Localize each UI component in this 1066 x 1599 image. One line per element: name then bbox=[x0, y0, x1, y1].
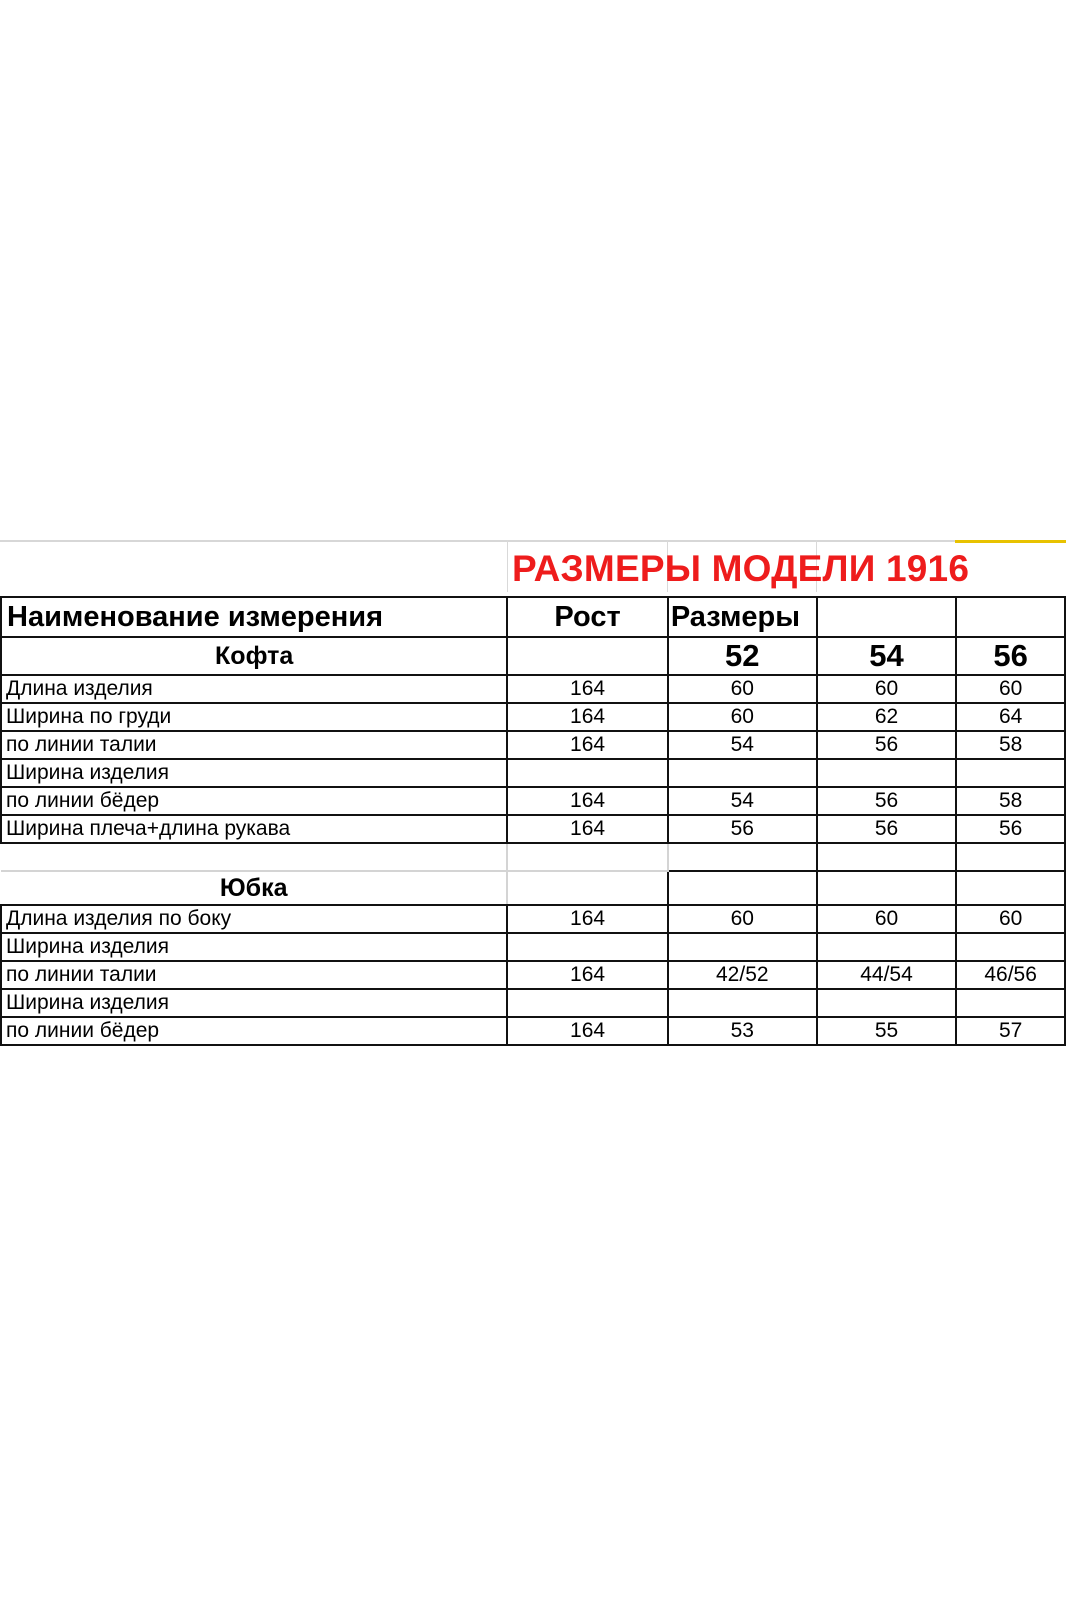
measure-label: по линии талии bbox=[1, 961, 507, 989]
value-cell: 64 bbox=[956, 703, 1065, 731]
value-cell: 60 bbox=[668, 905, 817, 933]
section-empty-cell bbox=[668, 871, 817, 905]
size-header: 52 bbox=[668, 637, 817, 675]
value-cell bbox=[956, 759, 1065, 787]
table-row bbox=[1, 989, 1065, 1017]
spreadsheet-gridline bbox=[0, 540, 1066, 542]
rost-cell: 164 bbox=[507, 815, 668, 843]
spacer-row bbox=[1, 843, 1065, 871]
table-row bbox=[1, 933, 1065, 961]
section-empty-cell bbox=[956, 871, 1065, 905]
value-cell: 57 bbox=[956, 1017, 1065, 1045]
value-cell bbox=[668, 933, 817, 961]
rost-cell: 164 bbox=[507, 731, 668, 759]
grid-divider bbox=[507, 540, 508, 592]
value-cell: 42/52 bbox=[668, 961, 817, 989]
value-cell bbox=[817, 989, 957, 1017]
value-cell: 60 bbox=[668, 675, 817, 703]
rost-cell: 164 bbox=[507, 961, 668, 989]
section-row-kofta bbox=[1, 637, 1065, 675]
empty-cell bbox=[956, 843, 1065, 871]
value-cell: 54 bbox=[668, 731, 817, 759]
rost-cell: 164 bbox=[507, 905, 668, 933]
value-cell: 55 bbox=[817, 1017, 957, 1045]
value-cell: 56 bbox=[817, 731, 957, 759]
measure-label: по линии талии bbox=[1, 731, 507, 759]
value-cell: 60 bbox=[956, 905, 1065, 933]
table-row bbox=[1, 905, 1065, 933]
value-cell bbox=[956, 933, 1065, 961]
table-row bbox=[1, 703, 1065, 731]
table-row bbox=[1, 787, 1065, 815]
header-rost: Рост bbox=[507, 597, 668, 637]
value-cell: 46/56 bbox=[956, 961, 1065, 989]
measure-label: Ширина плеча+длина рукава bbox=[1, 815, 507, 843]
value-cell: 60 bbox=[956, 675, 1065, 703]
value-cell: 54 bbox=[668, 787, 817, 815]
table-row bbox=[1, 731, 1065, 759]
header-empty bbox=[956, 597, 1065, 637]
empty-cell bbox=[1, 843, 507, 871]
header-name: Наименование измерения bbox=[1, 597, 507, 637]
section-name: Юбка bbox=[1, 871, 507, 905]
value-cell: 53 bbox=[668, 1017, 817, 1045]
empty-cell bbox=[668, 843, 817, 871]
measure-label: Ширина изделия bbox=[1, 989, 507, 1017]
table-row bbox=[1, 961, 1065, 989]
value-cell: 60 bbox=[817, 905, 957, 933]
measure-label: Длина изделия по боку bbox=[1, 905, 507, 933]
section-empty-cell bbox=[507, 871, 668, 905]
measure-label: Ширина изделия bbox=[1, 933, 507, 961]
value-cell: 56 bbox=[817, 815, 957, 843]
rost-cell bbox=[507, 933, 668, 961]
value-cell: 60 bbox=[668, 703, 817, 731]
section-row-yubka bbox=[1, 871, 1065, 905]
value-cell: 58 bbox=[956, 787, 1065, 815]
value-cell: 58 bbox=[956, 731, 1065, 759]
table-row bbox=[1, 1017, 1065, 1045]
header-row bbox=[1, 597, 1065, 637]
table-row bbox=[1, 815, 1065, 843]
value-cell bbox=[817, 933, 957, 961]
measure-label: по линии бёдер bbox=[1, 787, 507, 815]
value-cell bbox=[817, 759, 957, 787]
empty-cell bbox=[507, 843, 668, 871]
value-cell: 56 bbox=[668, 815, 817, 843]
size-header: 54 bbox=[817, 637, 957, 675]
measure-label: Ширина изделия bbox=[1, 759, 507, 787]
section-name: Кофта bbox=[1, 637, 507, 675]
chart-title: РАЗМЕРЫ МОДЕЛИ 1916 bbox=[512, 548, 970, 589]
value-cell: 44/54 bbox=[817, 961, 957, 989]
value-cell: 60 bbox=[817, 675, 957, 703]
table-row bbox=[1, 759, 1065, 787]
measure-label: по линии бёдер bbox=[1, 1017, 507, 1045]
size-header: 56 bbox=[956, 637, 1065, 675]
selected-cell-accent bbox=[955, 540, 1066, 543]
measure-label: Длина изделия bbox=[1, 675, 507, 703]
value-cell bbox=[668, 989, 817, 1017]
value-cell: 62 bbox=[817, 703, 957, 731]
size-table bbox=[0, 596, 1066, 1046]
section-empty-cell bbox=[507, 637, 668, 675]
value-cell bbox=[956, 989, 1065, 1017]
section-empty-cell bbox=[817, 871, 957, 905]
rost-cell bbox=[507, 759, 668, 787]
value-cell: 56 bbox=[817, 787, 957, 815]
value-cell: 56 bbox=[956, 815, 1065, 843]
empty-cell bbox=[817, 843, 957, 871]
rost-cell: 164 bbox=[507, 1017, 668, 1045]
header-empty bbox=[817, 597, 957, 637]
size-chart-sheet bbox=[0, 540, 1066, 1060]
rost-cell: 164 bbox=[507, 703, 668, 731]
measure-label: Ширина по груди bbox=[1, 703, 507, 731]
header-sizes: Размеры bbox=[668, 597, 817, 637]
value-cell bbox=[668, 759, 817, 787]
rost-cell bbox=[507, 989, 668, 1017]
rost-cell: 164 bbox=[507, 675, 668, 703]
table-row bbox=[1, 675, 1065, 703]
rost-cell: 164 bbox=[507, 787, 668, 815]
